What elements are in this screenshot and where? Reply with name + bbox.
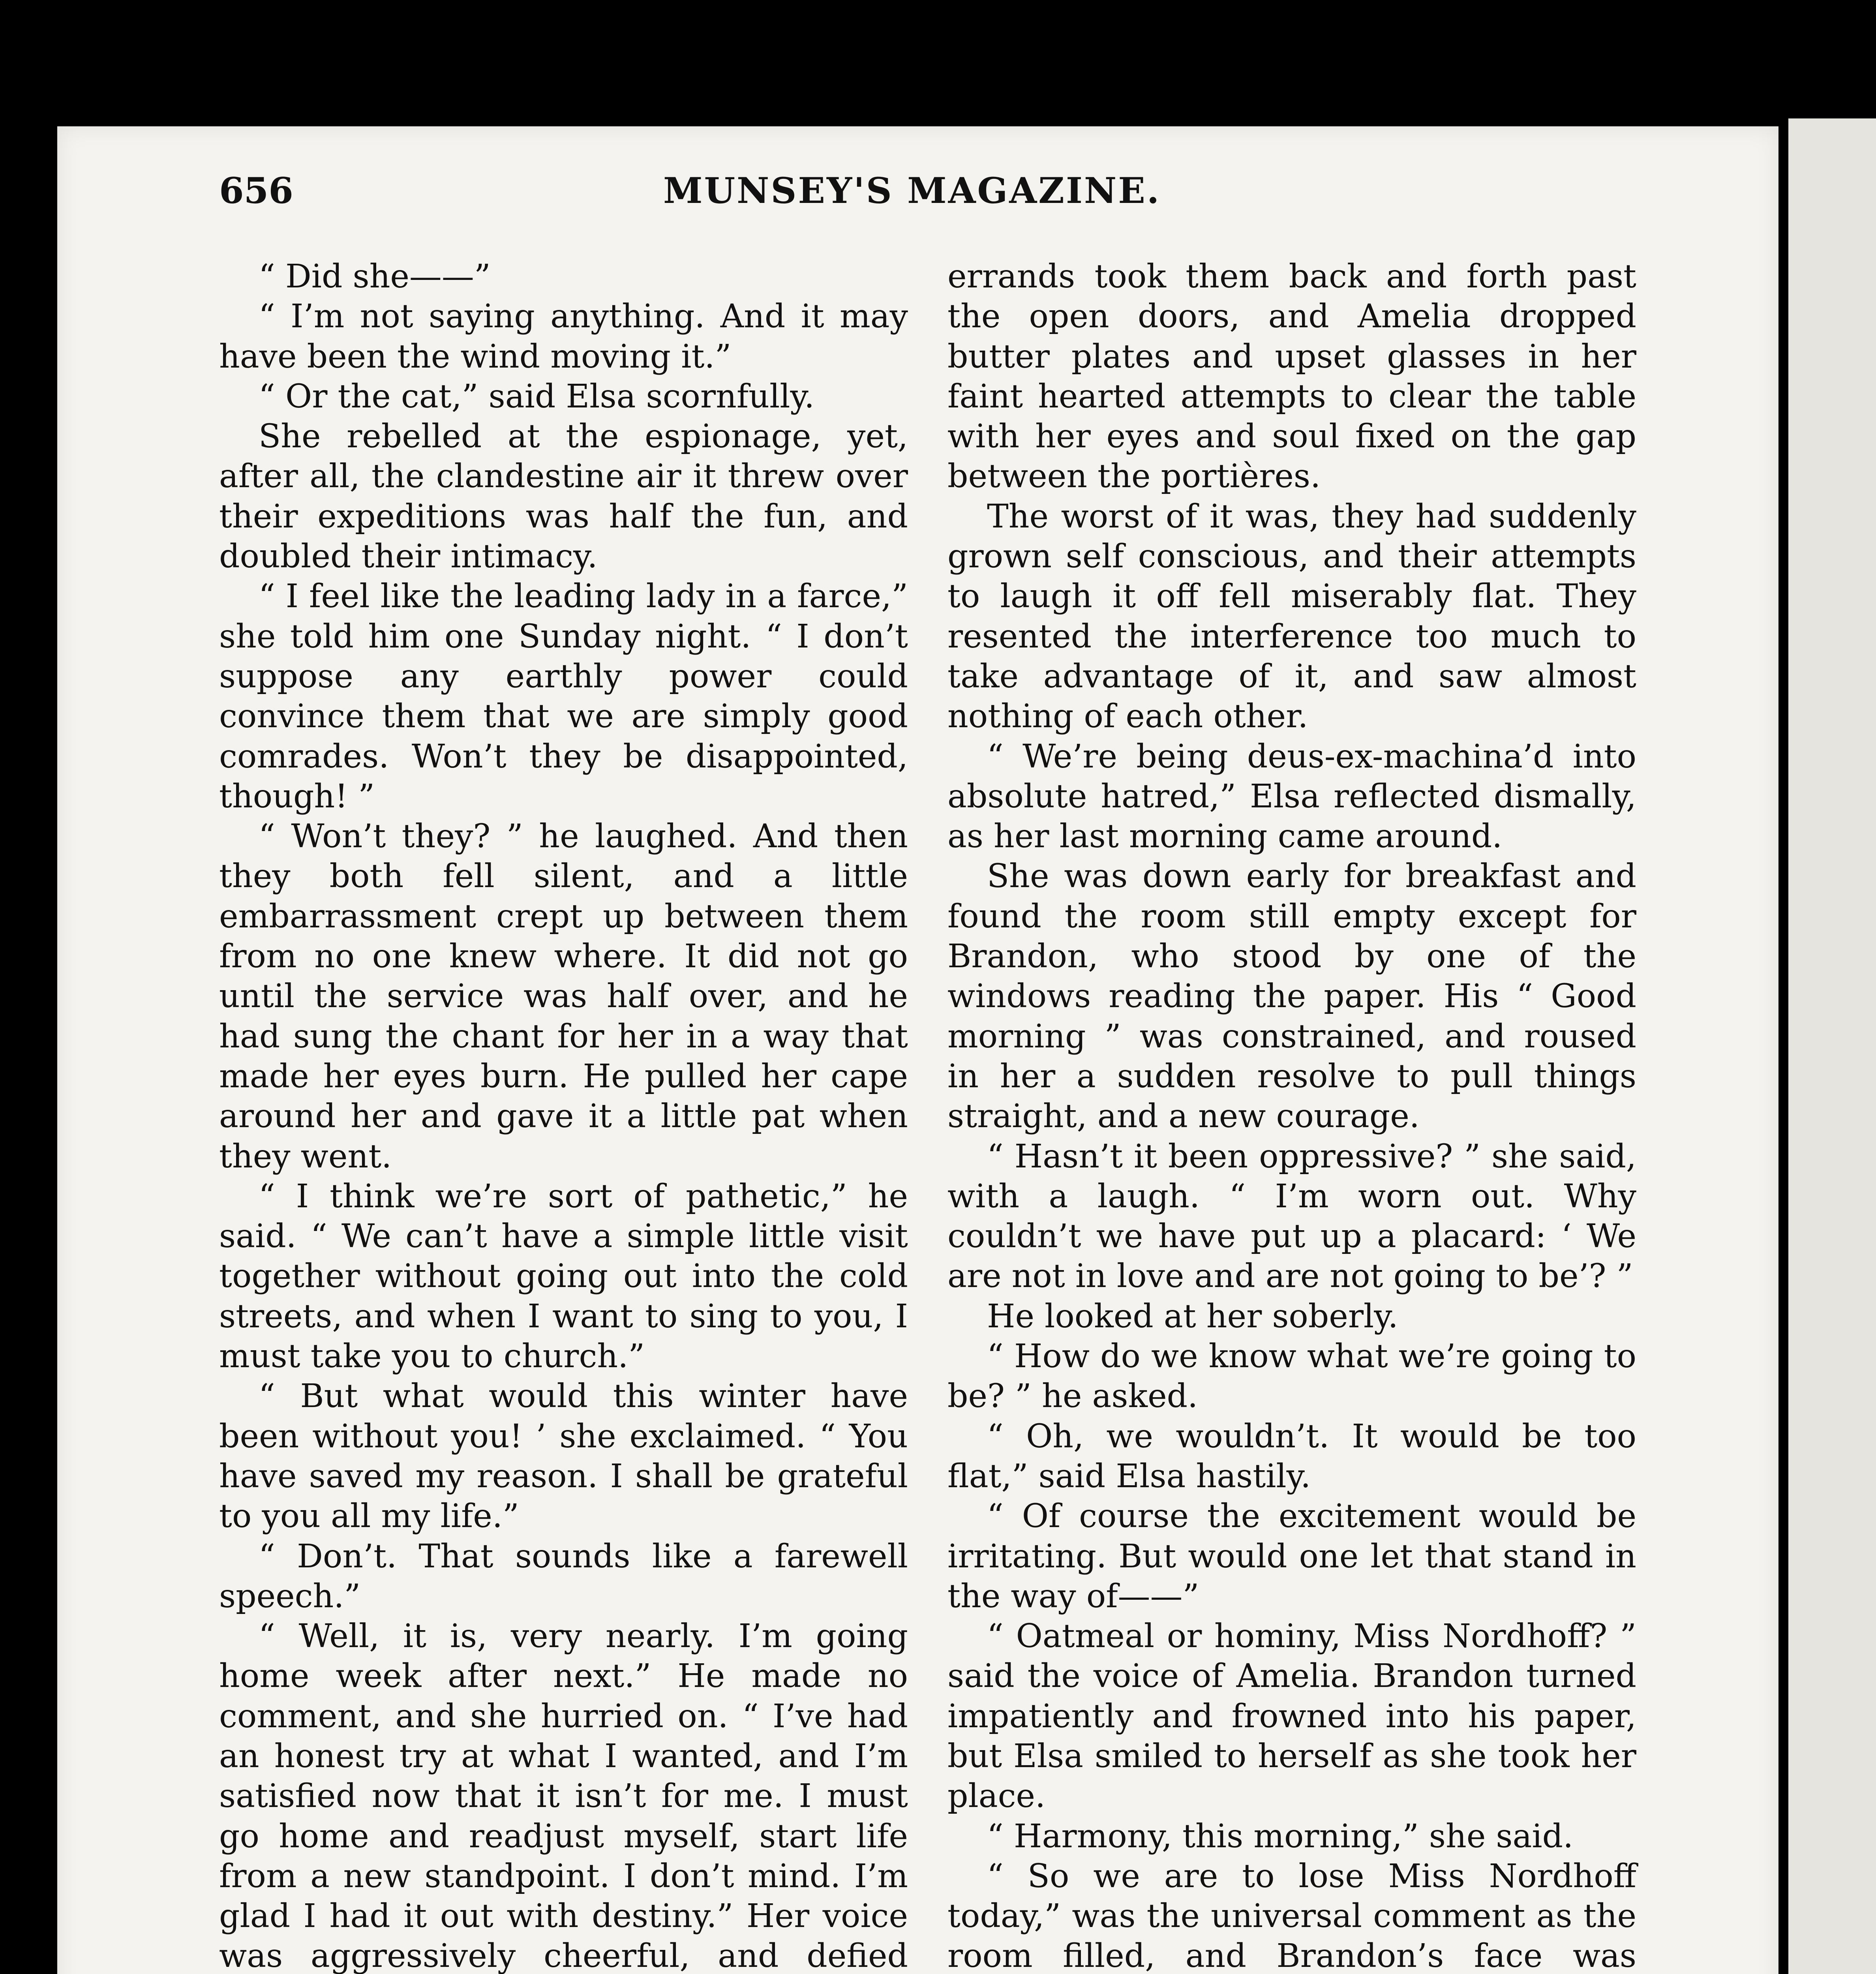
paragraph: “ Oatmeal or hominy, Miss Nordhoff? ” said the voice of Amelia. Brandon turned impatiently and frowned into his paper, but Elsa smiled to herself as she took her place. [947, 1617, 1636, 1815]
paragraph: He looked at her soberly. [987, 1297, 1398, 1335]
paragraph: “ So we are to lose Miss Nordhoff today,” was the universal comment as the room filled, and Brandon’s face was [947, 1857, 1636, 1974]
paragraph: errands took them back and forth past the open doors, and Amelia dropped butter plates and upset glasses in her faint hearted attempts to clear the table with her eyes and soul fixed on the gap between the portières. [947, 258, 1636, 495]
paragraph: She rebelled at the espionage, yet, after all, the clandestine air it threw over their expeditions was half the fun, and doubled their intimacy. [219, 418, 908, 576]
right-column [947, 257, 1636, 1974]
paragraph: “ How do we know what we’re going to be? ” he asked. [947, 1338, 1636, 1415]
page-number: 656 [219, 170, 293, 212]
left-column [219, 257, 908, 1974]
paragraph: “ Don’t. That sounds like a farewell speech.” [219, 1537, 908, 1615]
paragraph: “ Of course the excitement would be irritating. But would one let that stand in the way of——” [947, 1497, 1636, 1615]
paragraph: “ I feel like the leading lady in a farce,” she told him one Sunday night. “ I don’t suppose any earthly power could convince them that we are simply good comrades. Won’t they be disappointed, though! ” [219, 578, 908, 815]
page-header [160, 170, 1664, 221]
paragraph: “ Won’t they? ” he laughed. And then they both fell silent, and a little embarrassment crept up between them from no one knew where. It did not go until the service was half over, and he had sung the chant for her in a way that made her eyes burn. He pulled her cape around her and gave it a little pat when they went. [219, 818, 908, 1175]
adjacent-page-edge [1788, 118, 1876, 1974]
paragraph: “ But what would this winter have been without you! ’ she exclaimed. “ You have saved my reason. I shall be grateful to you all my life.” [219, 1377, 908, 1535]
paragraph: “ Did she——” [259, 258, 491, 295]
paragraph: “ Harmony, this morning,” she said. [987, 1817, 1574, 1855]
paragraph: She was down early for breakfast and found the room still empty except for Brandon, who stood by one of the windows reading the paper. His “ Good morning ” was constrained, and roused in her a sudden resolve to pull things straight, and a new courage. [947, 858, 1636, 1135]
paragraph: “ I’m not saying anything. And it may have been the wind moving it.” [219, 298, 908, 375]
paragraph: “ I think we’re sort of pathetic,” he said. “ We can’t have a simple little visit together without going out into the cold streets, and when I want to sing to you, I must take you to church.” [219, 1177, 908, 1375]
paragraph: The worst of it was, they had suddenly grown self conscious, and their attempts to laugh it off fell miserably flat. They resented the interference too much to take advantage of it, and saw almost nothing of each other. [947, 497, 1636, 736]
paragraph: “ We’re being deus-ex-machina’d into absolute hatred,” Elsa reflected dismally, as her last morning came around. [947, 737, 1636, 856]
paragraph: “ Or the cat,” said Elsa scornfully. [259, 377, 815, 415]
paragraph: “ Well, it is, very nearly. I’m going home week after next.” He made no comment, and she hurried on. “ I’ve had an honest try at what I wanted, and I’m satisfied now that it isn’t for me. I must go home and readjust myself, start life from a new standpoint. I don’t mind. I’m glad I had it out with destiny.” Her voice was aggressively cheerful, and defied [219, 1617, 908, 1974]
running-title: MUNSEY'S MAGAZINE. [663, 170, 1161, 212]
paragraph: “ Oh, we wouldn’t. It would be too flat,” said Elsa hastily. [947, 1417, 1636, 1495]
paragraph: “ Hasn’t it been oppressive? ” she said, with a laugh. “ I’m worn out. Why couldn’t we have put up a placard: ‘ We are not in love and are not going to be’? ” [947, 1137, 1636, 1295]
